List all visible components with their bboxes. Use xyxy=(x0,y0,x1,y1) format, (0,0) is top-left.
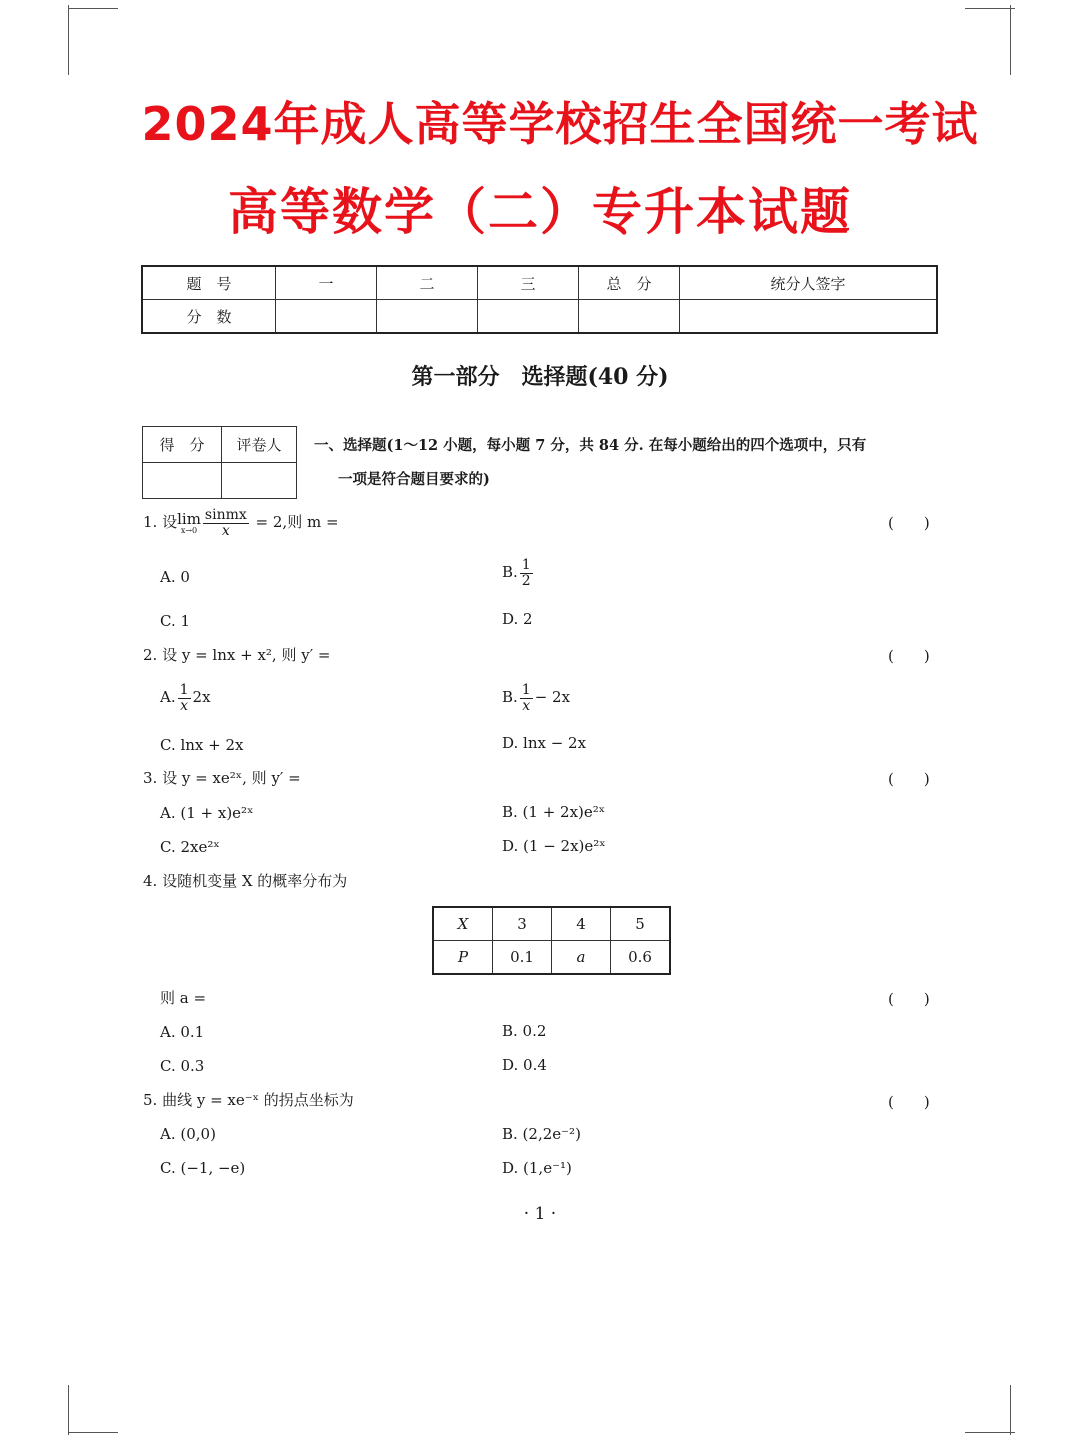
table-cell: 5 xyxy=(611,907,671,941)
probability-table xyxy=(432,906,671,975)
question-1 xyxy=(143,508,339,538)
fraction-numerator: sinmx xyxy=(204,507,247,523)
answer-blank[interactable]: ( ) xyxy=(888,1093,930,1111)
probability-table-row xyxy=(433,907,670,941)
option-b[interactable]: B. (1 + 2x)e²ˣ xyxy=(502,803,606,821)
fraction xyxy=(520,683,533,713)
option-b-label: B. xyxy=(502,688,518,707)
limit-symbol xyxy=(177,509,201,535)
table-cell: 0.1 xyxy=(493,941,552,975)
crop-mark xyxy=(68,1385,69,1435)
score-table-header-row xyxy=(142,266,937,300)
option-b-rest: − 2x xyxy=(534,688,571,707)
limit-subscript: x→0 xyxy=(180,525,198,535)
probability-table-row xyxy=(433,941,670,975)
option-a[interactable]: A. (0,0) xyxy=(160,1125,216,1143)
question-2: 2. 设 y = lnx + x², 则 y′ = xyxy=(143,646,331,664)
option-b[interactable] xyxy=(502,558,535,588)
crop-mark xyxy=(68,8,118,9)
answer-blank[interactable]: ( ) xyxy=(888,514,930,532)
section-title: 第一部分 选择题(40 分) xyxy=(411,364,669,390)
question-5: 5. 曲线 y = xe⁻ˣ 的拐点坐标为 xyxy=(143,1091,354,1109)
page-number: · 1 · xyxy=(523,1204,557,1224)
crop-mark xyxy=(68,5,69,75)
fraction xyxy=(203,508,249,538)
option-c[interactable]: C. lnx + 2x xyxy=(160,736,244,754)
exam-title: 2024年成人高等学校招生全国统一考试 xyxy=(141,97,979,151)
option-c[interactable]: C. 0.3 xyxy=(160,1057,205,1075)
question-1-rest: = 2,则 m = xyxy=(250,513,339,532)
option-b[interactable] xyxy=(502,683,570,713)
fraction-numerator: 1 xyxy=(521,557,531,573)
fraction xyxy=(520,558,533,588)
score-cell: 总 分 xyxy=(579,266,680,300)
grader-box xyxy=(142,426,297,499)
option-a[interactable]: A. 0 xyxy=(160,568,190,586)
crop-mark xyxy=(1010,1385,1011,1435)
answer-blank[interactable]: ( ) xyxy=(888,770,930,788)
crop-mark xyxy=(965,8,1015,9)
fraction-denominator: x xyxy=(221,522,230,539)
question-4: 4. 设随机变量 X 的概率分布为 xyxy=(143,872,348,890)
table-cell: 4 xyxy=(552,907,611,941)
option-a-label: A. xyxy=(160,688,176,707)
option-c[interactable]: C. 2xe²ˣ xyxy=(160,838,220,856)
score-cell: 分 数 xyxy=(142,300,276,334)
score-table-value-row xyxy=(142,300,937,334)
option-a[interactable] xyxy=(160,683,211,713)
grader-name-label: 评卷人 xyxy=(222,427,297,463)
answer-blank[interactable]: ( ) xyxy=(888,647,930,665)
option-b-label: B. xyxy=(502,563,518,582)
score-input-cell[interactable] xyxy=(478,300,579,334)
option-a-rest: 2x xyxy=(192,688,211,707)
option-d[interactable]: D. lnx − 2x xyxy=(502,734,587,752)
table-cell: 3 xyxy=(493,907,552,941)
option-b[interactable]: B. 0.2 xyxy=(502,1022,547,1040)
option-d[interactable]: D. 2 xyxy=(502,610,533,628)
score-input-cell[interactable] xyxy=(579,300,680,334)
option-a[interactable]: A. (1 + x)e²ˣ xyxy=(160,804,254,822)
limit-label: lim xyxy=(177,509,201,528)
grader-score-cell[interactable] xyxy=(143,463,222,499)
fraction-numerator: 1 xyxy=(179,682,189,698)
crop-mark xyxy=(68,1432,118,1433)
score-input-cell[interactable] xyxy=(276,300,377,334)
fraction-numerator: 1 xyxy=(521,682,531,698)
question-1-prefix: 1. 设 xyxy=(143,513,178,532)
signature-cell[interactable] xyxy=(680,300,938,334)
grader-score-label: 得 分 xyxy=(143,427,222,463)
score-cell: 统分人签字 xyxy=(680,266,938,300)
grader-name-cell[interactable] xyxy=(222,463,297,499)
question-3: 3. 设 y = xe²ˣ, 则 y′ = xyxy=(143,769,301,787)
score-cell: 二 xyxy=(377,266,478,300)
exam-subtitle: 高等数学（二）专升本试题 xyxy=(228,183,852,241)
option-c[interactable]: C. 1 xyxy=(160,612,191,630)
table-cell: 0.6 xyxy=(611,941,671,975)
option-d[interactable]: D. 0.4 xyxy=(502,1056,547,1074)
score-cell: 一 xyxy=(276,266,377,300)
question-4-prompt: 则 a = xyxy=(160,989,207,1007)
score-table xyxy=(141,265,938,334)
fraction-denominator: 2 xyxy=(521,572,531,589)
table-cell: a xyxy=(552,941,611,975)
table-cell: X xyxy=(433,907,493,941)
crop-mark xyxy=(965,1432,1015,1433)
fraction-denominator: x xyxy=(522,697,531,714)
option-d[interactable]: D. (1 − 2x)e²ˣ xyxy=(502,837,606,855)
answer-blank[interactable]: ( ) xyxy=(888,990,930,1008)
option-c[interactable]: C. (−1, −e) xyxy=(160,1159,246,1177)
table-cell: P xyxy=(433,941,493,975)
fraction-denominator: x xyxy=(180,697,189,714)
instructions-line2: 一项是符合题目要求的) xyxy=(338,471,490,488)
fraction xyxy=(178,683,191,713)
option-b[interactable]: B. (2,2e⁻²) xyxy=(502,1125,581,1143)
score-cell: 三 xyxy=(478,266,579,300)
option-a[interactable]: A. 0.1 xyxy=(160,1023,205,1041)
score-input-cell[interactable] xyxy=(377,300,478,334)
option-d[interactable]: D. (1,e⁻¹) xyxy=(502,1159,572,1177)
crop-mark xyxy=(1010,5,1011,75)
instructions-line1: 一、选择题(1～12 小题，每小题 7 分，共 84 分. 在每小题给出的四个选项中，只有 xyxy=(314,437,867,454)
score-cell: 题 号 xyxy=(142,266,276,300)
